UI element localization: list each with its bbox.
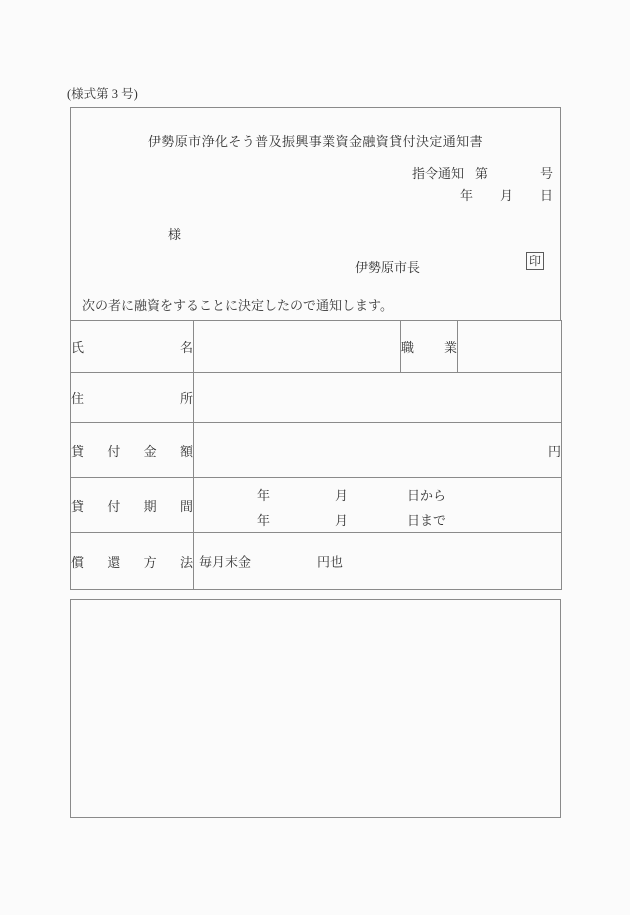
repayment-suffix-label: 円也 <box>317 554 344 570</box>
table-row-period <box>71 478 562 533</box>
date-day-label: 日 <box>540 188 554 203</box>
addressee-suffix: 様 <box>168 227 182 242</box>
amount-unit-label: 円 <box>547 443 561 459</box>
form-number-label: (様式第 3 号) <box>67 87 138 101</box>
repayment-value-cell <box>194 533 562 590</box>
issuer-name: 伊勢原市長 <box>355 260 421 275</box>
period-label: 貸付期間 <box>71 478 194 533</box>
directive-number-prefix: 第 <box>475 166 489 181</box>
amount-value-cell <box>194 423 562 478</box>
date-year-label: 年 <box>460 188 474 203</box>
repayment-label: 償還方法 <box>71 533 194 590</box>
address-label: 住所 <box>71 373 194 423</box>
occupation-label: 職業 <box>401 321 458 373</box>
address-value-cell <box>194 373 562 423</box>
occupation-value-cell <box>458 321 562 373</box>
directive-number-suffix: 号 <box>540 166 554 181</box>
remarks-box <box>70 599 561 818</box>
form-title: 伊勢原市浄化そう普及振興事業資金融資貸付決定通知書 <box>147 134 483 149</box>
letterhead-box <box>70 107 561 321</box>
directive-label: 指令通知 <box>412 166 465 181</box>
period-to-day-label: 日まで <box>407 513 447 528</box>
period-to-month-label: 月 <box>335 513 349 528</box>
amount-label: 貸付金額 <box>71 423 194 478</box>
period-line-to <box>194 510 561 526</box>
period-from-month-label: 月 <box>335 488 349 503</box>
notice-sentence: 次の者に融資をすることに決定したので通知します。 <box>82 298 393 313</box>
table-row-amount <box>71 423 562 478</box>
name-label: 氏名 <box>71 321 194 373</box>
name-value-cell <box>194 321 401 373</box>
period-from-day-label: 日から <box>407 488 447 503</box>
table-row-repayment <box>71 533 562 590</box>
repayment-prefix-label: 毎月末金 <box>199 554 252 570</box>
seal-mark: 印 <box>526 252 544 270</box>
date-month-label: 月 <box>500 188 514 203</box>
period-value-cell <box>194 478 562 533</box>
table-row-name <box>71 321 562 373</box>
period-to-year-label: 年 <box>257 513 271 528</box>
table-row-address <box>71 373 562 423</box>
period-line-from <box>194 485 561 501</box>
period-from-year-label: 年 <box>257 488 271 503</box>
loan-table <box>70 320 562 590</box>
